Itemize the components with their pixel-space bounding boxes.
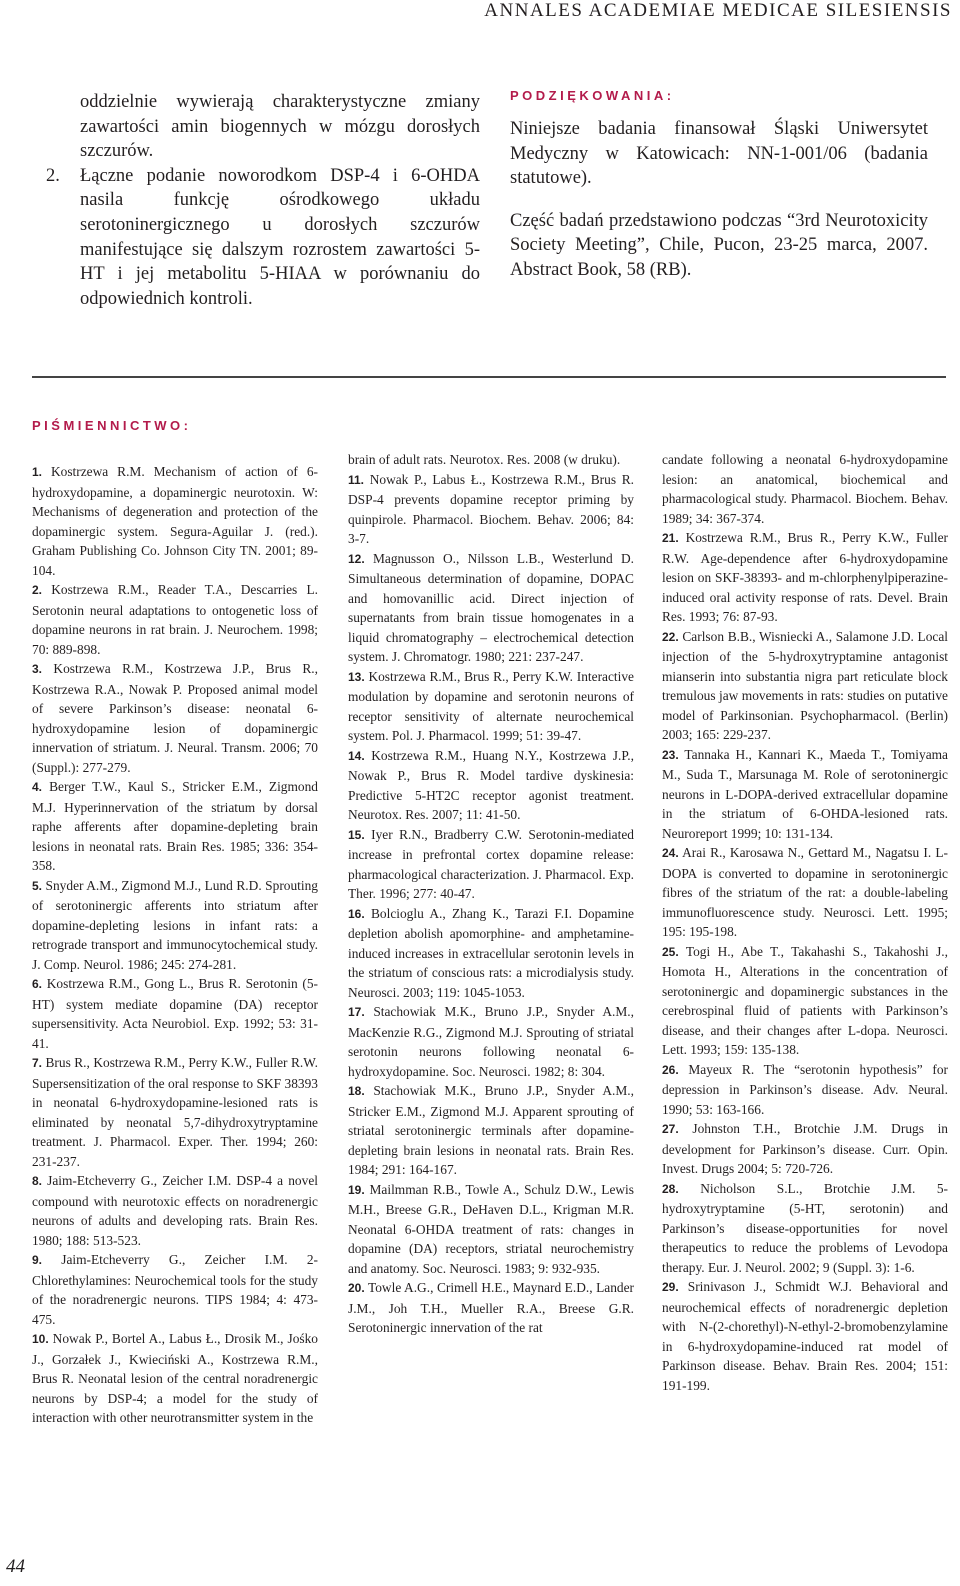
conclusion-list: [46, 164, 480, 312]
acknowledgements-heading: PODZIĘKOWANIA:: [510, 88, 675, 103]
reference-text: Stachowiak M.K., Bruno J.P., Snyder A.M., MacKenzie R.G., Zigmond M.J. Sprouting of striatal serotonin neurons following neonatal 6-hydroxydopamine. Soc. Neurosci. 1982; 8: 304.: [348, 1004, 634, 1079]
reference-text: Kostrzewa R.M., Brus R., Perry K.W. Interactive modulation by dopamine and serotonin neurons of receptor sensitivity of alternate neurochemical system. Pol. J. Pharmacol. 1999; 51: 39-47.: [348, 668, 634, 743]
reference-text: Kostrzewa R.M., Gong L., Brus R. Serotonin (5-HT) system mediate dopamine (DA) receptor supersensitivity. Acta Neurobiol. Exp. 1992; 53: 31-41.: [32, 976, 318, 1051]
reference-item: [348, 825, 634, 904]
reference-number: 5.: [32, 878, 43, 893]
reference-text: Kostrzewa R.M. Mechanism of action of 6-hydroxydopamine, a dopaminergic neurotoxin. W: Mechanisms of degeneration and protection of the dopaminergic system. Segura-Aguilar J. (red.). Graham Publishing Co. Johnson City TN. 2001; 89-104.: [32, 464, 318, 578]
reference-item: [348, 1180, 634, 1279]
reference-number: 6.: [32, 977, 43, 991]
reference-item: [662, 627, 948, 745]
reference-number: 8.: [32, 1174, 43, 1188]
reference-number: 25.: [662, 944, 679, 959]
reference-item: [662, 1179, 948, 1278]
journal-title: ANNALES ACADEMIAE MEDICAE SILESIENSIS: [484, 0, 952, 21]
reference-number: 20.: [348, 1281, 365, 1295]
conclusions-section: [46, 90, 480, 311]
reference-item: [662, 528, 948, 627]
reference-number: 26.: [662, 1062, 679, 1077]
reference-text: Magnusson O., Nilsson L.B., Westerlund D. Simultaneous determination of dopamine, DOPAC and homovanillic acid. Direct injection of supernatants from brain tissue homogenates in a liquid chromatography – electrochemical detection system. J. Chromatogr. 1980; 221: 237-247.: [348, 550, 634, 664]
reference-number: 1.: [32, 465, 43, 479]
reference-item: [348, 470, 634, 549]
reference-text: Tannaka H., Kannari K., Maeda T., Tomiyama M., Suda T., Marsunaga M. Role of serotoninergic neurons in L-DOPA-derived extracellular dopamine in the striatum of 6-OHDA-lesioned rats. Neuroreport 1999; 10: 131-134.: [662, 746, 949, 841]
reference-text: Mayeux R. The “serotonin hypothesis” for depression in Parkinson’s disease. Adv. Neural. 1990; 53: 163-166.: [662, 1061, 949, 1117]
reference-number: 3.: [32, 662, 43, 676]
reference-item: [32, 1171, 318, 1250]
reference-text: Srinivason J., Schmidt W.J. Behavioral and neurochemical effects of noradrenergic depletion with N-(2-chorethyl)-N-ethyl-2-bromobenzylamine in 6-hydroxydopamine-induced rat model of Parkinson disease. Behav. Brain Res. 2004; 151: 191-199.: [662, 1279, 948, 1393]
reference-item: [662, 1277, 948, 1395]
reference-text: Iyer R.N., Bradberry C.W. Serotonin-mediated increase in prefrontal cortex dopamine release: pharmacological characterization. J. Pharmacol. Exp. Ther. 1996; 277: 40-47.: [348, 826, 634, 901]
reference-item: [348, 1002, 634, 1081]
reference-item: [32, 1250, 318, 1329]
reference-item: [348, 549, 634, 667]
conclusion-item-number: 2.: [46, 165, 60, 186]
reference-number: 23.: [662, 747, 679, 762]
reference-continuation: candate following a neonatal 6-hydroxydopamine lesion: an anatomical, biochemical and pharmacological study. Pharmacol. Biochem. Behav. 1989; 34: 367-374.: [662, 452, 948, 526]
reference-item: [662, 843, 948, 942]
reference-item: [348, 746, 634, 825]
reference-text: Kostrzewa R.M., Brus R., Perry K.W., Fuller R.W. Age-dependence after 6-hydroxydopamine lesion on SKF-38393- and m-chlorphenylpiperazine-induced oral activity response of rats. Devel. Brain Res. 1993; 76: 87-93.: [662, 530, 948, 624]
reference-text: Stachowiak M.K., Bruno J.P., Snyder A.M., Stricker E.M., Zigmond M.J. Apparent sprouting of striatal serotoninergic terminals after dopamine-depleting brain lesions in neonatal rats. Brain Res. 1984; 291: 164-167.: [348, 1083, 634, 1177]
reference-number: 17.: [348, 1005, 365, 1019]
reference-text: Carlson B.B., Wisniecki A., Salamone J.D. Local injection of the 5-hydroxytryptamine antagonist mianserin into substantia nigra part reticulate block tremulous jaw movements in rats: studies on putative model of Parkinsonian. Psychopharmacol. (Berlin) 2003; 165: 229-237.: [662, 628, 948, 742]
reference-number: 21.: [662, 531, 679, 545]
conclusion-item-2: [46, 164, 480, 312]
reference-text: Nowak P., Labus Ł., Kostrzewa R.M., Brus R. DSP-4 prevents dopamine receptor priming by quinpirole. Pharmacol. Biochem. Behav. 2006; 84: 3-7.: [348, 471, 634, 546]
conclusion-item-text: Łączne podanie noworodkom DSP-4 i 6-OHDA nasila funkcję ośrodkowego układu serotoninergicznego u dorosłych szczurów manifestujące się dalszym rozrostem zawartości 5-HT i jej metabolitu 5-HIAA w porównaniu do odpowiednich kontroli.: [80, 165, 480, 309]
reference-number: 19.: [348, 1182, 365, 1197]
reference-item: [662, 1119, 948, 1179]
reference-text: Nowak P., Bortel A., Labus Ł., Drosik M., Jośko J., Gorzałek J., Kwieciński A., Kostrzewa R.M., Brus R. Neonatal lesion of the central noradrenergic neurons by DSP-4; a model for the study of interaction with other neurotransmitter system in the: [32, 1331, 318, 1425]
reference-number: 13.: [348, 669, 365, 684]
reference-item: [32, 462, 318, 580]
reference-number: 9.: [32, 1253, 43, 1267]
conclusion-continuation: oddzielnie wywierają charakterystyczne zmiany zawartości amin biogennych w mózgu dorosłych szczurów.: [80, 92, 480, 162]
reference-text: Jaim-Etcheverry G., Zeicher I.M. DSP-4 a novel compound with neurotoxic effects on noradrenergic neurons of adults and developing rats. Brain Res. 1980; 188: 513-523.: [32, 1173, 318, 1248]
reference-number: 4.: [32, 780, 43, 794]
reference-number: 28.: [662, 1181, 679, 1196]
reference-text: Johnston T.H., Brotchie J.M. Drugs in development for Parkinson’s disease. Curr. Opin. Invest. Drugs 2004; 5: 720-726.: [662, 1121, 948, 1176]
reference-item: [662, 942, 948, 1060]
reference-text: Togi H., Abe T., Takahashi S., Takahoshi J., Homota H., Alterations in the concentration of serotoninergic and dopaminergic substances in the cerebrospinal fluid of patients with Parkinson’s disease, and their changes after L-dopa. Neurosci. Lett. 1993; 159: 135-138.: [662, 943, 948, 1057]
reference-number: 27.: [662, 1122, 679, 1136]
references-column-1: [32, 462, 318, 1428]
section-divider: [32, 376, 946, 378]
reference-number: 14.: [348, 748, 365, 763]
reference-number: 2.: [32, 583, 43, 597]
reference-item: [32, 1053, 318, 1171]
references-column-3: [662, 450, 948, 1395]
reference-text: Kostrzewa R.M., Kostrzewa J.P., Brus R., Kostrzewa R.A., Nowak P. Proposed animal model of severe Parkinson’s disease: neonatal 6-hydroxydopamine lesion of dopaminergic innervation of striatum. J. Neural. Transm. 2006; 70 (Suppl.): 277-279.: [32, 661, 318, 775]
reference-text: Towle A.G., Crimell H.E., Maynard E.D., Lander J.M., Joh T.H., Mueller R.A., Breese G.R. Serotoninergic innervation of the rat: [348, 1280, 634, 1335]
reference-number: 22.: [662, 629, 679, 644]
reference-number: 12.: [348, 551, 365, 566]
reference-text: Kostrzewa R.M., Huang N.Y., Kostrzewa J.P., Nowak P., Brus R. Model tardive dyskinesia: Predictive 5-HT2C receptor agonist treatment. Neurotox. Res. 2007; 11: 41-50.: [348, 747, 634, 822]
reference-text: Kostrzewa R.M., Reader T.A., Descarries L. Serotonin neural adaptations to ontogenetic loss of dopamine neurons in rat brain. J. Neurochem. 1998; 70: 889-898.: [32, 582, 318, 657]
reference-continuation: brain of adult rats. Neurotox. Res. 2008 (w druku).: [348, 452, 621, 467]
references-heading: PIŚMIENNICTWO:: [32, 418, 192, 433]
reference-number: 24.: [662, 846, 679, 860]
reference-number: 29.: [662, 1280, 679, 1294]
reference-text: Mailmman R.B., Towle A., Schulz D.W., Lewis M.H., Breese G.R., DeHaven D.L., Krigman M.R. Neonatal 6-OHDA treatment of rats: changes in dopamine (DA) receptors, striatal neurochemistry and anatomy. Soc. Neurosci. 1983; 9: 932-935.: [348, 1181, 634, 1276]
reference-item: [348, 904, 634, 1003]
reference-number: 7.: [32, 1056, 43, 1070]
reference-number: 18.: [348, 1084, 365, 1098]
page-number: 44: [6, 1556, 25, 1577]
acknowledgements-paragraph-2: Część badań przedstawiono podczas “3rd Neurotoxicity Society Meeting”, Chile, Pucon, 23-25 marca, 2007. Abstract Book, 58 (RB).: [510, 210, 928, 280]
reference-text: Snyder A.M., Zigmond M.J., Lund R.D. Sprouting of serotoninergic afferents into striatum after dopamine-depleting lesions in infant rats: a retrograde transport and immunocytochemical study. J. Comp. Neurol. 1986; 245: 274-281.: [32, 877, 319, 972]
reference-text: Jaim-Etcheverry G., Zeicher I.M. 2-Chlorethylamines: Neurochemical tools for the study of the noradrenergic neurons. TIPS 1984; 4: 473-475.: [32, 1252, 318, 1327]
reference-item: [32, 974, 318, 1053]
references-list: [32, 452, 949, 1512]
acknowledgements-section: [510, 88, 928, 283]
reference-item: [662, 1060, 948, 1120]
acknowledgements-paragraph-1: Niniejsze badania finansował Śląski Uniwersytet Medyczny w Katowicach: NN-1-001/06 (badania statutowe).: [510, 119, 928, 189]
reference-text: Berger T.W., Kaul S., Stricker E.M., Zigmond M.J. Hyperinnervation of the striatum by dorsal raphe afferents after dopamine-depleting brain lesions in neonatal rats. Brain Res. 1985; 336: 354-358.: [32, 779, 318, 873]
reference-item: [348, 1278, 634, 1338]
reference-item: [32, 876, 318, 975]
references-column-2: [348, 450, 634, 1338]
reference-text: Brus R., Kostrzewa R.M., Perry K.W., Fuller R.W. Supersensitization of the oral response to SKF 38393 in neonatal 6-hydroxydopamine-lesioned rats is eliminated by neonatal 5,7-dihydroxytryptamine treatment. J. Pharmacol. Exper. Ther. 1994; 260: 231-237.: [32, 1055, 318, 1169]
reference-item: [348, 667, 634, 746]
reference-text: Bolcioglu A., Zhang K., Tarazi F.I. Dopamine depletion abolish apomorphine- and amphetamine-induced increases in extracellular serotonin levels in the striatum of conscious rats: a microdialysis study. Neurosci. 2003; 119: 1045-1053.: [348, 905, 634, 1000]
reference-item: [662, 745, 948, 844]
reference-item: [32, 777, 318, 876]
reference-item: [348, 1081, 634, 1180]
reference-number: 11.: [348, 472, 365, 487]
reference-item: [32, 659, 318, 777]
reference-number: 16.: [348, 906, 365, 921]
reference-text: Nicholson S.L., Brotchie J.M. 5-hydroxytryptamine (5-HT, serotonin) and Parkinson’s disease-opportunities for novel therapeutics to reduce the problems of Levodopa therapy. Eur. J. Neurol. 2002; 9 (Suppl. 3): 1-6.: [662, 1180, 948, 1275]
reference-number: 15.: [348, 827, 365, 842]
reference-text: Arai R., Karosawa N., Gettard M., Nagatsu I. L-DOPA is converted to dopamine in serotoninergic fibres of the striatum of the rat: a double-labeling immunofluorescence study. Neurosci. Lett. 1995; 195: 195-198.: [662, 845, 949, 939]
reference-item: [32, 1329, 318, 1428]
reference-number: 10.: [32, 1332, 49, 1346]
reference-item: [32, 580, 318, 659]
